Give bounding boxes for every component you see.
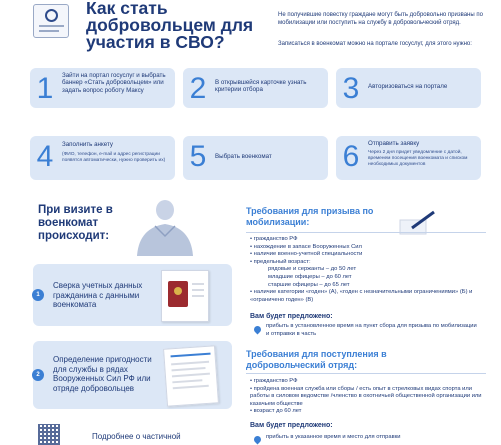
passport-document-icon (161, 270, 209, 322)
visit-text: Определение пригодности для службы в рядах Вооруженных Сил РФ или отряде добровольцев (53, 355, 152, 393)
volunteer-heading: Требования для поступления в добровольческий отряд: (246, 349, 387, 370)
requirement-item: • нахождение в запасе Вооруженных Сил (250, 244, 486, 252)
intro-text: Не получившие повестку граждане могут быть добровольно призваны по мобилизации или поступить на службу в добровольческий отряд. (278, 12, 483, 26)
volunteer-list (250, 378, 486, 416)
step-number: 2 (189, 72, 207, 105)
visit-heading: При визите в военкомат происходит: (38, 204, 113, 242)
emblem-icon (33, 4, 69, 38)
intro-text-2: Записаться в военкомат можно на портале госуслуг, для этого нужно: (278, 41, 472, 47)
mobilization-heading: Требования для призыва по мобилизации: (246, 206, 374, 227)
mobilization-list (250, 236, 486, 304)
step-note: (ФИО, телефон, e-mail и адрес регистрации появятся автоматически, нужно проверить их) (62, 152, 166, 163)
requirement-item: • наличие категории «годен» (А), «годен с незначительными ограничениями» (Б) и «ограничено годен» (В) (250, 289, 486, 304)
location-pin-icon (253, 435, 263, 445)
step-1 (30, 68, 175, 108)
offer-title: Вам будет предложено: (250, 313, 333, 320)
step-number: 5 (189, 140, 207, 173)
divider (246, 232, 486, 233)
medical-document-icon (163, 345, 219, 406)
step-5 (183, 136, 328, 180)
age-item: рядовые и сержанты – до 50 лет (268, 266, 357, 273)
step-2 (183, 68, 328, 108)
step-number: 1 (36, 72, 54, 105)
requirement-item: • предельный возраст: (250, 259, 486, 267)
requirement-item: • наличие военно-учетной специальности (250, 251, 486, 259)
step-text: Отправить заявку (368, 140, 420, 147)
offer-text: прибыть в установленное время на пункт сбора для призыва по мобилизации и отправки в часть (266, 323, 477, 337)
soldier-illustration (125, 196, 205, 256)
visit-card-2 (33, 341, 232, 409)
age-item: старшие офицеры – до 65 лет (268, 281, 350, 288)
requirement-item: • возраст до 60 лет (250, 408, 486, 416)
step-text: Выбрать военкомат (215, 153, 272, 160)
divider (246, 373, 486, 374)
step-note: Через 2 дня придет уведомление с датой, временем посещения военкомата и списком необходимых документов (368, 150, 468, 167)
age-item: младшие офицеры – до 60 лет (268, 273, 352, 280)
visit-card-1 (33, 264, 232, 326)
step-3 (336, 68, 481, 108)
step-6 (336, 136, 481, 180)
step-text: Авторизоваться на портале (368, 83, 448, 90)
qr-code-icon[interactable] (38, 424, 60, 445)
more-link[interactable]: Подробнее о частичной (92, 432, 181, 441)
page-title: Как стать добровольцем для участия в СВО? (86, 0, 254, 52)
requirement-item: • гражданство РФ (250, 236, 486, 244)
step-text: Зайти на портал госуслуг и выбрать баннер «Стать добровольцем» или задать вопрос роботу Максу (62, 72, 166, 94)
requirement-item: • гражданство РФ (250, 378, 486, 386)
visit-badge: 1 (32, 289, 44, 301)
step-number: 6 (342, 140, 360, 173)
offer-title: Вам будет предложено: (250, 422, 333, 429)
location-pin-icon (253, 325, 263, 335)
step-text: В открывшейся карточке узнать критерии отбора (215, 79, 307, 94)
step-number: 4 (36, 140, 54, 173)
offer-text: прибыть в указанное время и место для отправки (266, 434, 401, 440)
visit-badge: 2 (32, 369, 44, 381)
step-4 (30, 136, 175, 180)
visit-text: Сверка учетных данных гражданина с данными военкомата (53, 281, 143, 309)
requirement-item: • пройдена военная служба или сборы / есть опыт в стрелковых видах спорта или работы в силовом ведомстве /членство в охотничьей общественной организации или казачьем обществе (250, 386, 486, 409)
step-number: 3 (342, 72, 360, 105)
step-text: Заполнить анкету (62, 141, 113, 148)
